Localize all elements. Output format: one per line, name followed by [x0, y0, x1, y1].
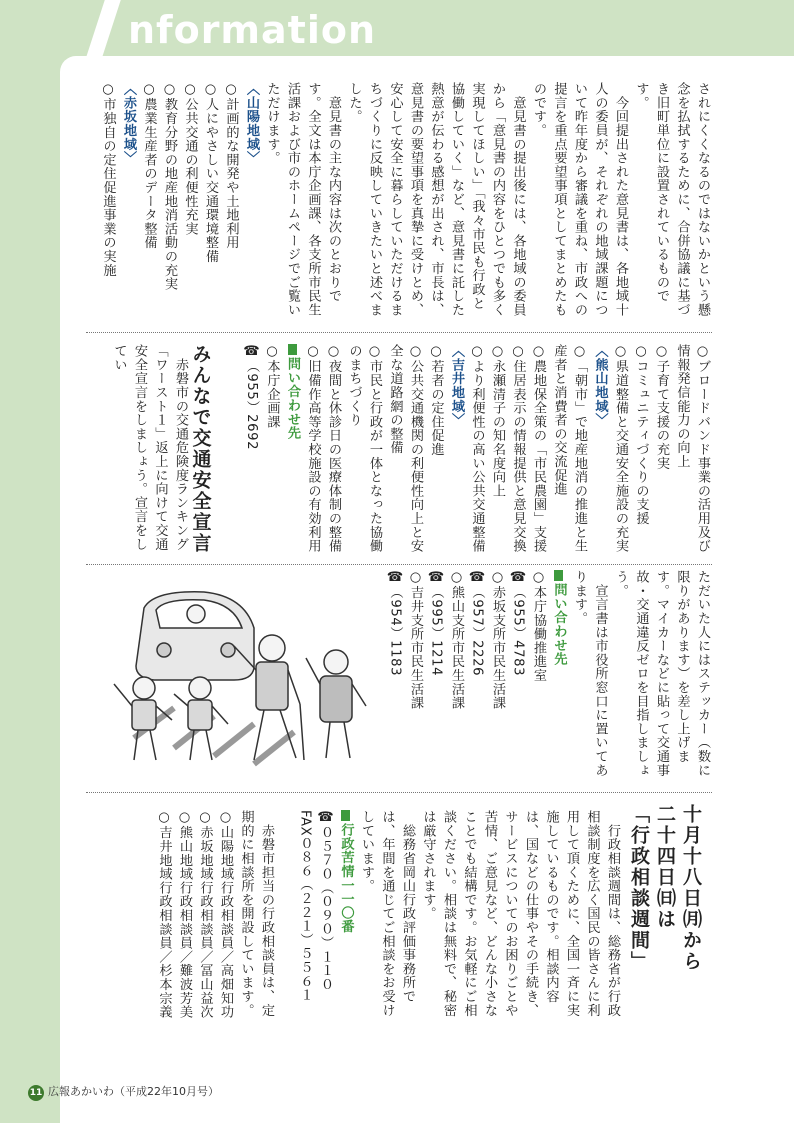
- green-square-icon: [341, 810, 350, 821]
- spacer: [211, 344, 241, 554]
- publication-name: 広報あかいわ（平成22年10月号）: [48, 1085, 219, 1098]
- paragraph: 赤磐市担当の行政相談員は、定期的に相談所を開設しています。: [238, 810, 274, 1017]
- list-item: ○旧備作高等学校施設の有効利用: [305, 344, 321, 553]
- list-item: ○計画的な開発や土地利用: [223, 82, 239, 250]
- contact-heading: [548, 570, 569, 785]
- paragraph: されにくくなるのではないかという懸念を払拭するために、合併協議に基づき旧町単位に設置されているものです。: [633, 82, 710, 317]
- region-heading-yoshii: 〈吉井地域〉: [449, 344, 464, 427]
- list-item: ○赤坂地域行政相談員／冨山益次: [197, 810, 213, 1019]
- traffic-safety-title: みんなで交通安全宣言: [189, 344, 212, 554]
- contact-label: 問い合わせ先: [285, 357, 300, 440]
- list-item: ○県道整備と交通安全施設の充実: [613, 344, 628, 553]
- phone-number: ☎（955）4783: [510, 570, 526, 677]
- paragraph: 今回提出された意見書は、各地域十人の委員が、それぞれの地域課題について昨年度から審議を重ね、市政への提言を重点要望事項としてまとめたものです。: [531, 82, 628, 317]
- region-heading-akasaka: 〈赤坂地域〉: [121, 82, 136, 165]
- list-item: ○公共交通の利便性充実: [182, 82, 198, 236]
- spacer: [276, 810, 294, 1030]
- list-item: ○市民と行政が一体となった協働のまちづくり: [346, 344, 382, 553]
- section-administrative-consultation: [86, 810, 622, 1030]
- section-opinion-continued: [86, 344, 712, 554]
- list-item: ○吉井支所市民生活課: [408, 570, 423, 710]
- list-item: ○熊山支所市民生活課: [449, 570, 464, 710]
- contact-heading: [282, 344, 303, 554]
- paragraph: 宣言書は市役所窓口に置いてあります。: [572, 570, 608, 777]
- page-footer: [28, 1083, 219, 1101]
- section-council-opinion: [86, 82, 712, 322]
- list-item: ○ブロードバンド事業の活用及び情報発信能力の向上: [674, 344, 710, 553]
- paragraph: 赤磐市の交通危険度ランキング「ワースト１」返上に向けて交通安全宣言をしましょう。宣言をしてい: [111, 344, 188, 551]
- fax-number: FAX０８６（２２１）５５６１: [297, 810, 313, 1002]
- list-item: ○農地保全策の「市民農園」支援: [531, 344, 546, 553]
- list-item: ○本庁協働推進室: [531, 570, 546, 683]
- list-item: ○「朝市」で地産地消の推進と生産者と消費者の交流促進: [551, 344, 587, 553]
- list-item: ○教育分野の地産地消活動の充実: [162, 82, 177, 291]
- paragraph: 行政相談週間は、総務省が行政相談制度を広く国民の皆さんに利用して頂くために、全国一斉に実施しているものです。相談内容は、国などの仕事やその手続き、サービスについてのお困りごとや苦情、ご意見など、どんな小さなことでも結構です。お気軽にご相談ください。相談は無料で、秘密は厳守されます。: [420, 810, 620, 1017]
- phone-number: ☎０５７０（０９０）１１０: [318, 810, 333, 992]
- paragraph: 総務省岡山行政評価事務所では、年間を通じてご相談をお受けしています。: [359, 810, 415, 1017]
- phone-number: ☎（957）2226: [469, 570, 485, 677]
- page-number-badge: 11: [28, 1085, 44, 1101]
- list-item: ○人にやさしい交通環境整備: [203, 82, 218, 264]
- list-item: ○住居表示の情報提供と意見交換: [510, 344, 526, 553]
- consultation-week-heading: [626, 804, 704, 1024]
- list-item: ○本庁企画課: [264, 344, 280, 429]
- green-square-icon: [554, 570, 563, 581]
- list-item: ○山陽地域行政相談員／高畑知功: [218, 810, 233, 1019]
- region-heading-kumayama: 〈熊山地域〉: [592, 344, 608, 427]
- list-item: ○若者の定住促進: [428, 344, 444, 457]
- list-item: ○子育て支援の充実: [654, 344, 669, 470]
- section-divider: [86, 792, 712, 793]
- region-heading-sanyo: 〈山陽地域〉: [244, 82, 259, 165]
- hotline-label: 行政苦情一一〇番: [338, 823, 354, 934]
- paragraph: 意見書の主な内容は次のとおりです。全文は本庁企画課、各支所市民生活課および市のホームページでご覧いただけます。: [264, 82, 341, 317]
- contact-label: 問い合わせ先: [551, 583, 567, 666]
- section-divider: [86, 564, 712, 565]
- paragraph: ただいた人にはステッカー（数に限りがあります）を差し上げます。マイカーなどに貼って交通事故・交通違反ゼロを目指しましょう。: [613, 570, 710, 777]
- list-item: ○農業生産者のデータ整備: [141, 82, 157, 250]
- phone-number: ☎（995）1214: [428, 570, 444, 677]
- paragraph: 意見書の提出後には、各地域の委員から「意見書の内容をひとつでも多く実現してほしい」「我々市民も行政と協働していく」など、意見書に託した熱意が伝わる感想が出され、市長は、意見書の要望事項を真摯に受けとめ、安心して安全に暮らしていただけるまちづくりに反映していきたいと述べました。: [346, 82, 526, 317]
- section-traffic-declaration: [387, 570, 712, 785]
- left-margin-band: [0, 90, 60, 1123]
- list-item: ○コミュニティづくりの支援: [633, 344, 649, 526]
- list-item: ○永瀬清子の知名度向上: [490, 344, 505, 498]
- phone-number: ☎（954）1183: [387, 570, 403, 677]
- list-item: ○夜間と休診日の医療体制の整備: [326, 344, 341, 553]
- list-item: ○より利便性の高い公共交通整備: [469, 344, 485, 553]
- heading-line: 「行政相談週間」: [628, 804, 650, 972]
- hotline-heading: [335, 810, 356, 1030]
- list-item: ○熊山地域行政相談員／難波芳美: [177, 810, 192, 1019]
- list-item: ○公共交通機関の利便性向上と安全な道路網の整備: [387, 344, 423, 553]
- traffic-safety-illustration: [104, 588, 374, 768]
- green-square-icon: [288, 344, 297, 355]
- header-title: nformation: [128, 8, 377, 52]
- heading-line: 十月十八日㈪から: [680, 804, 702, 972]
- heading-line: 二十四日㈰は: [654, 804, 676, 930]
- list-item: ○赤坂支所市民生活課: [490, 570, 505, 710]
- phone-number: ☎（955）2692: [244, 344, 259, 451]
- section-divider: [86, 332, 712, 333]
- list-item: ○市独自の定住促進事業の実施: [100, 82, 116, 277]
- list-item: ○吉井地域行政相談員／杉本宗義: [156, 810, 172, 1019]
